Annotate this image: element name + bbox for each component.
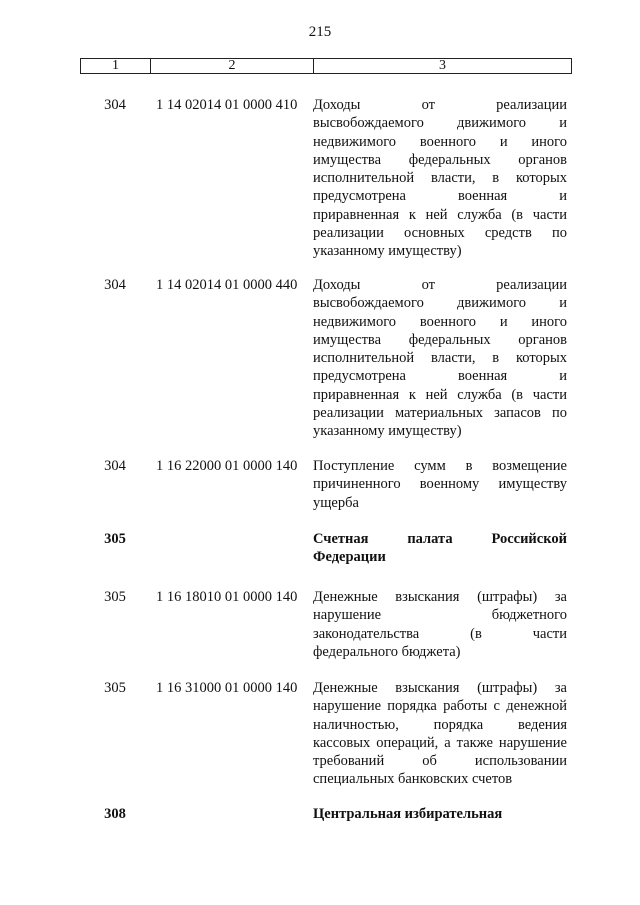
description-line: Федерации — [313, 549, 386, 566]
description-line: предусмотрена военная и — [313, 368, 567, 385]
description-line: Денежные взыскания (штрафы) за — [313, 680, 567, 696]
column-header-1: 1 — [81, 59, 151, 73]
description-line: кассовых операций, а также нарушение — [313, 734, 567, 751]
revenue-description — [313, 457, 567, 512]
description-line: ущерба — [313, 494, 359, 511]
revenue-description — [313, 96, 567, 261]
revenue-code: 1 14 02014 01 0000 440 — [156, 277, 298, 293]
administrator-code: 305 — [104, 531, 126, 547]
description-line: реализации основных средств по — [313, 225, 567, 242]
administrator-code: 304 — [104, 97, 126, 113]
description-line: указанному имуществу) — [313, 243, 462, 260]
description-line: Поступление сумм в возмещение — [313, 458, 567, 474]
description-line: нарушение порядка работы с денежной — [313, 698, 567, 715]
description-line: недвижимого военного и иного — [313, 133, 567, 150]
revenue-description — [313, 588, 567, 661]
administrator-code: 305 — [104, 589, 126, 605]
page-number: 215 — [308, 24, 332, 40]
description-line: наличностью, порядка ведения — [313, 716, 567, 733]
description-line: требований об использовании — [313, 753, 567, 770]
description-line: нарушение бюджетного — [313, 607, 567, 624]
description-line: Доходы от реализации — [313, 97, 567, 113]
description-line: исполнительной власти, в которых — [313, 170, 567, 187]
description-line: приравненная к ней служба (в части — [313, 206, 567, 223]
revenue-description — [313, 805, 567, 823]
revenue-description — [313, 679, 567, 789]
description-line: высвобождаемого движимого и — [313, 295, 567, 312]
description-line: законодательства (в части — [313, 625, 567, 642]
administrator-code: 304 — [104, 277, 126, 293]
description-line: приравненная к ней служба (в части — [313, 386, 567, 403]
revenue-description — [313, 530, 567, 567]
column-header-2: 2 — [151, 59, 314, 73]
revenue-description — [313, 276, 567, 441]
description-line: Денежные взыскания (штрафы) за — [313, 589, 567, 605]
description-line: исполнительной власти, в которых — [313, 350, 567, 367]
description-line: федерального бюджета) — [313, 643, 461, 660]
column-header-row — [80, 58, 572, 74]
description-line: Доходы от реализации — [313, 277, 567, 293]
administrator-code: 304 — [104, 458, 126, 474]
description-line: специальных банковских счетов — [313, 771, 513, 788]
description-line: указанному имуществу) — [313, 423, 462, 440]
revenue-code: 1 16 18010 01 0000 140 — [156, 589, 298, 605]
revenue-code: 1 16 22000 01 0000 140 — [156, 458, 298, 474]
description-line: недвижимого военного и иного — [313, 313, 567, 330]
administrator-code: 305 — [104, 680, 126, 696]
description-line: реализации материальных запасов по — [313, 405, 567, 422]
description-line: причиненного военному имуществу — [313, 476, 567, 493]
revenue-code: 1 16 31000 01 0000 140 — [156, 680, 298, 696]
administrator-code: 308 — [104, 806, 126, 822]
revenue-code: 1 14 02014 01 0000 410 — [156, 97, 298, 113]
column-header-3: 3 — [439, 58, 446, 73]
description-line: Центральная избирательная — [313, 806, 503, 822]
description-line: высвобождаемого движимого и — [313, 115, 567, 132]
description-line: имущества федеральных органов — [313, 151, 567, 168]
description-line: Счетная палата Российской — [313, 531, 567, 547]
description-line: предусмотрена военная и — [313, 188, 567, 205]
description-line: имущества федеральных органов — [313, 331, 567, 348]
